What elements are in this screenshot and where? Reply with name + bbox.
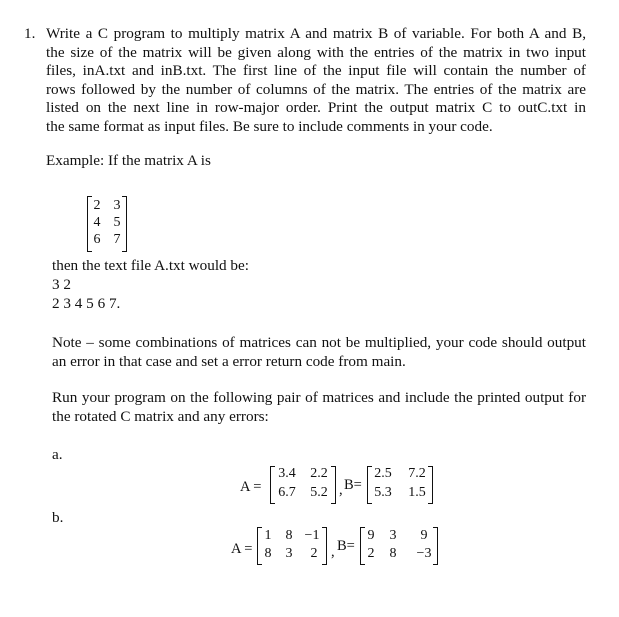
matrix-cell: −3	[416, 546, 432, 561]
intro-paragraph	[46, 25, 586, 136]
matrix-cell: 5.3	[374, 485, 392, 500]
matrix-cell: 3	[113, 198, 121, 213]
matrix-cell: −1	[304, 528, 320, 543]
matrix-cell: 3	[285, 546, 293, 561]
matrix-cell: 8	[264, 546, 272, 561]
matrix-cell: 7	[113, 232, 121, 247]
right-bracket	[433, 527, 438, 565]
question-number: 1.	[24, 25, 36, 42]
file-line-2: 2 3 4 5 6 7.	[52, 295, 121, 312]
matrix-a-label: A =	[240, 479, 262, 495]
matrix-cell: 1.5	[408, 485, 426, 500]
matrix-cell: 2	[367, 546, 375, 561]
separator: ,	[331, 544, 335, 560]
matrix-cell: 6.7	[278, 485, 296, 500]
matrix-cell: 9	[367, 528, 375, 543]
intro-line: the size of the matrix will be given along with the entries of the matrix in two input	[46, 43, 586, 61]
right-bracket	[322, 527, 327, 565]
part-a-label: a.	[52, 446, 63, 463]
intro-line: Write a C program to multiply matrix A and matrix B of variable. For both A and B,	[46, 25, 586, 42]
matrix-cell: 8	[389, 546, 397, 561]
matrix-cell: 2.5	[374, 466, 392, 481]
matrix-cell: 5.2	[310, 485, 328, 500]
right-bracket	[331, 466, 336, 504]
note-paragraph: Note – some combinations of matrices can not be multiplied, your code should output an error in that case and set a error return code from main.	[52, 334, 586, 370]
intro-line: rows followed by the number of columns of the matrix. The entries of the matrix are	[46, 80, 586, 98]
matrix-cell: 2	[310, 546, 318, 561]
matrix-cell: 1	[264, 528, 272, 543]
file-line-1: 3 2	[52, 276, 71, 293]
matrix-cell: 9	[420, 528, 428, 543]
separator: ,	[339, 482, 343, 498]
matrix-b-label: B=	[344, 477, 362, 493]
part-b-label: b.	[52, 509, 64, 526]
matrix-b-label: B=	[337, 538, 355, 554]
matrix-cell: 6	[93, 232, 101, 247]
matrix-cell: 3	[389, 528, 397, 543]
intro-line: files, inA.txt and inB.txt. The first line of the input file will contain the number of	[46, 62, 586, 79]
matrix-a-label: A =	[231, 541, 253, 557]
matrix-cell: 3.4	[278, 466, 296, 481]
run-paragraph: Run your program on the following pair of matrices and include the printed output for the rotated C matrix and any errors:	[52, 389, 586, 425]
matrix-cell: 5	[113, 215, 121, 230]
matrix-cell: 8	[285, 528, 293, 543]
then-text: then the text file A.txt would be:	[52, 257, 249, 274]
matrix-cell: 2.2	[310, 466, 328, 481]
intro-line: listed on the next line in row-major order. Print the output matrix C to outC.txt in	[46, 99, 586, 116]
matrix-cell: 2	[93, 198, 101, 213]
matrix-cell: 7.2	[408, 466, 426, 481]
intro-line: the same format as input files. Be sure to include comments in your code.	[46, 117, 493, 135]
right-bracket	[428, 466, 433, 504]
matrix-cell: 4	[93, 215, 101, 230]
example-label: Example: If the matrix A is	[46, 152, 211, 169]
